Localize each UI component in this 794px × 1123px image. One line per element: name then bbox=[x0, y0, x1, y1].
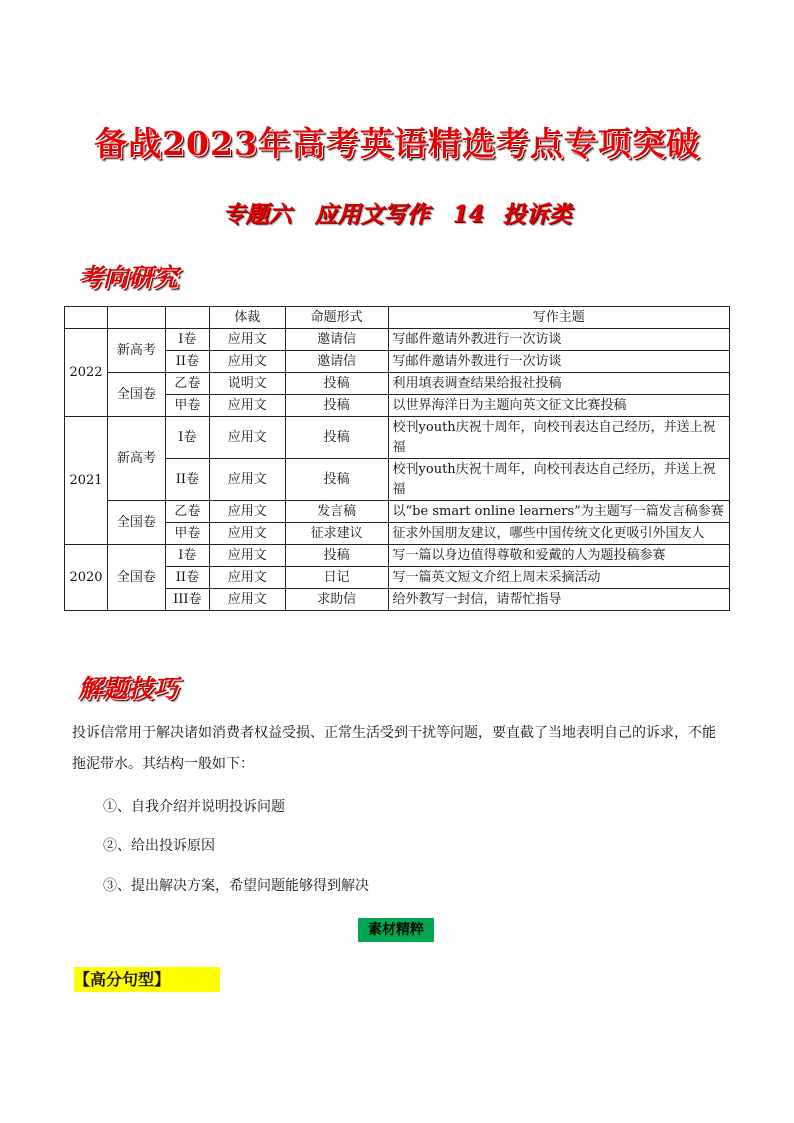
paper-cell: 乙卷 bbox=[165, 501, 209, 523]
paper-cell: I卷 bbox=[165, 545, 209, 567]
paper-cell: 甲卷 bbox=[165, 523, 209, 545]
genre-cell: 应用文 bbox=[209, 567, 285, 589]
form-cell: 日记 bbox=[285, 567, 388, 589]
table-row bbox=[65, 329, 730, 351]
form-cell: 邀请信 bbox=[285, 329, 388, 351]
group-cell: 全国卷 bbox=[107, 501, 165, 545]
year-cell: 2021 bbox=[65, 417, 108, 545]
form-cell: 投稿 bbox=[285, 459, 388, 501]
year-cell: 2020 bbox=[65, 545, 108, 611]
genre-cell: 应用文 bbox=[209, 523, 285, 545]
table-row bbox=[65, 373, 730, 395]
group-cell: 新高考 bbox=[107, 417, 165, 501]
theme-cell: 写一篇英文短文介绍上周末采摘活动 bbox=[388, 567, 729, 589]
high-score-heading: 【高分句型】 bbox=[74, 967, 220, 992]
theme-cell: 校刊youth庆祝十周年，向校刊表达自己经历，并送上祝福 bbox=[388, 417, 729, 459]
theme-cell: 征求外国朋友建议，哪些中国传统文化更吸引外国友人 bbox=[388, 523, 729, 545]
theme-cell: 校刊youth庆祝十周年，向校刊表达自己经历，并送上祝福 bbox=[388, 459, 729, 501]
form-cell: 投稿 bbox=[285, 373, 388, 395]
theme-cell: 写邮件邀请外教进行一次访谈 bbox=[388, 351, 729, 373]
genre-cell: 应用文 bbox=[209, 545, 285, 567]
paper-cell: 甲卷 bbox=[165, 395, 209, 417]
table-row bbox=[65, 501, 730, 523]
genre-cell: 说明文 bbox=[209, 373, 285, 395]
theme-cell: 写邮件邀请外教进行一次访谈 bbox=[388, 329, 729, 351]
tips-list-item: ①、自我介绍并说明投诉问题 bbox=[103, 799, 285, 815]
form-cell: 征求建议 bbox=[285, 523, 388, 545]
genre-cell: 应用文 bbox=[209, 501, 285, 523]
table-header-cell bbox=[65, 307, 108, 329]
theme-cell: 利用填表调查结果给报社投稿 bbox=[388, 373, 729, 395]
theme-cell: 给外教写一封信，请帮忙指导 bbox=[388, 589, 729, 611]
form-cell: 投稿 bbox=[285, 395, 388, 417]
paper-cell: I卷 bbox=[165, 417, 209, 459]
table-row bbox=[65, 417, 730, 459]
form-cell: 邀请信 bbox=[285, 351, 388, 373]
sub-title: 专题六 应用文写作 14 投诉类 bbox=[222, 201, 572, 228]
tips-list-item: ②、给出投诉原因 bbox=[103, 838, 215, 854]
genre-cell: 应用文 bbox=[209, 459, 285, 501]
paper-cell: II卷 bbox=[165, 351, 209, 373]
table-header-cell: 命题形式 bbox=[285, 307, 388, 329]
group-cell: 全国卷 bbox=[107, 545, 165, 611]
table-header-cell bbox=[165, 307, 209, 329]
form-cell: 求助信 bbox=[285, 589, 388, 611]
material-heading: 素材精粹 bbox=[358, 918, 434, 942]
year-cell: 2022 bbox=[65, 329, 108, 417]
paper-cell: 乙卷 bbox=[165, 373, 209, 395]
table-header-row bbox=[65, 307, 730, 329]
form-cell: 发言稿 bbox=[285, 501, 388, 523]
form-cell: 投稿 bbox=[285, 545, 388, 567]
main-title: 备战2023年高考英语精选考点专项突破 bbox=[94, 124, 700, 163]
tips-intro-paragraph: 投诉信常用于解决诸如消费者权益受损、正常生活受到干扰等问题，要直截了当地表明自己的诉求，不能拖泥带水。其结构一般如下： bbox=[72, 725, 716, 772]
group-cell: 全国卷 bbox=[107, 373, 165, 417]
section-heading-tips: 解题技巧 bbox=[78, 674, 179, 703]
genre-cell: 应用文 bbox=[209, 589, 285, 611]
table-header-cell: 体裁 bbox=[209, 307, 285, 329]
theme-cell: 写一篇以身边值得尊敬和爱戴的人为题投稿参赛 bbox=[388, 545, 729, 567]
exam-table bbox=[64, 306, 730, 611]
table-header-cell bbox=[107, 307, 165, 329]
theme-cell: 以“be smart online learners”为主题写一篇发言稿参赛 bbox=[388, 501, 729, 523]
table-header-cell: 写作主题 bbox=[388, 307, 729, 329]
genre-cell: 应用文 bbox=[209, 395, 285, 417]
table-row bbox=[65, 545, 730, 567]
paper-cell: II卷 bbox=[165, 459, 209, 501]
tips-list-item: ③、提出解决方案，希望问题能够得到解决 bbox=[103, 878, 369, 894]
section-heading-research: 考向研究 bbox=[78, 263, 179, 292]
genre-cell: 应用文 bbox=[209, 329, 285, 351]
paper-cell: II卷 bbox=[165, 567, 209, 589]
group-cell: 新高考 bbox=[107, 329, 165, 373]
paper-cell: I卷 bbox=[165, 329, 209, 351]
theme-cell: 以世界海洋日为主题向英文征文比赛投稿 bbox=[388, 395, 729, 417]
genre-cell: 应用文 bbox=[209, 417, 285, 459]
form-cell: 投稿 bbox=[285, 417, 388, 459]
paper-cell: III卷 bbox=[165, 589, 209, 611]
genre-cell: 应用文 bbox=[209, 351, 285, 373]
